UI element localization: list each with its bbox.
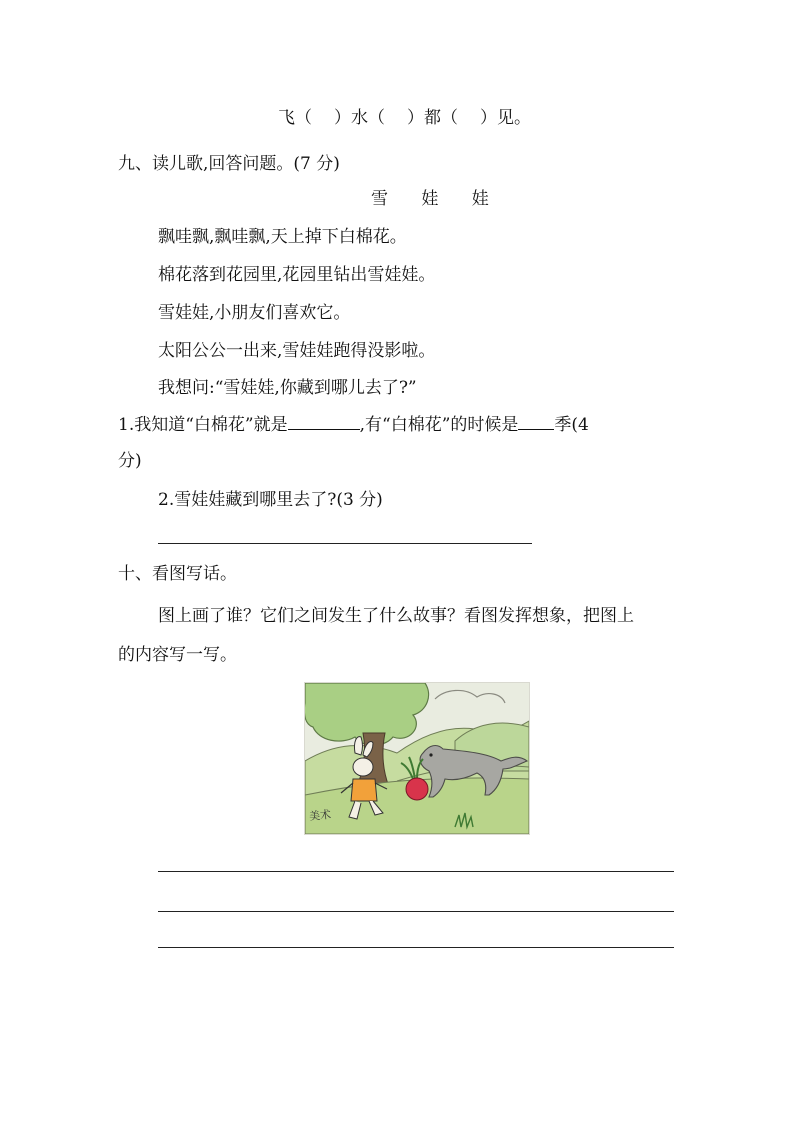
picture-prompt-line-1: 图上画了谁？它们之间发生了什么故事？看图发挥想象，把图上 (158, 606, 634, 626)
poem-line-2: 棉花落到花园里,花园里钻出雪娃娃。 (158, 265, 436, 285)
question-1-part-2: ,有“白棉花”的时候是 (359, 415, 519, 435)
answer-blank-season[interactable] (518, 412, 554, 430)
writing-line-3[interactable] (158, 947, 674, 948)
question-2: 2.雪娃娃藏到哪里去了?(3 分) (158, 490, 383, 510)
answer-line-q2[interactable] (158, 543, 532, 544)
fill-char-all: ）都（ (407, 108, 458, 128)
question-1 (118, 412, 589, 437)
fill-in-line (278, 106, 531, 130)
illustration-signature: 美术 (308, 807, 332, 824)
writing-line-2[interactable] (158, 911, 674, 912)
fill-char-water: ）水（ (334, 108, 385, 128)
writing-line-1[interactable] (158, 871, 674, 872)
poem-title: 雪 娃 娃 (371, 189, 503, 209)
poem-line-1: 飘哇飘,飘哇飘,天上掉下白棉花。 (158, 227, 407, 247)
poem-line-5: 我想问:“雪娃娃,你藏到哪儿去了?” (158, 378, 417, 398)
question-1-continued: 分) (118, 451, 142, 471)
poem-line-3: 雪娃娃,小朋友们喜欢它。 (158, 303, 351, 323)
question-1-part-3: 季(4 (554, 415, 589, 435)
section-9-heading: 九、读儿歌,回答问题。(7 分) (118, 154, 340, 174)
fill-char-see: ）见。 (480, 108, 531, 128)
section-10-heading: 十、看图写话。 (118, 564, 237, 584)
illustration-drawing (305, 683, 529, 834)
picture-prompt-line-2: 的内容写一写。 (118, 645, 237, 665)
fill-char-fly: 飞（ (278, 108, 312, 128)
question-1-part-1: 1.我知道“白棉花”就是 (118, 415, 288, 435)
answer-blank-what[interactable] (288, 412, 360, 430)
poem-line-4: 太阳公公一出来,雪娃娃跑得没影啦。 (158, 341, 436, 361)
story-illustration (304, 682, 530, 835)
